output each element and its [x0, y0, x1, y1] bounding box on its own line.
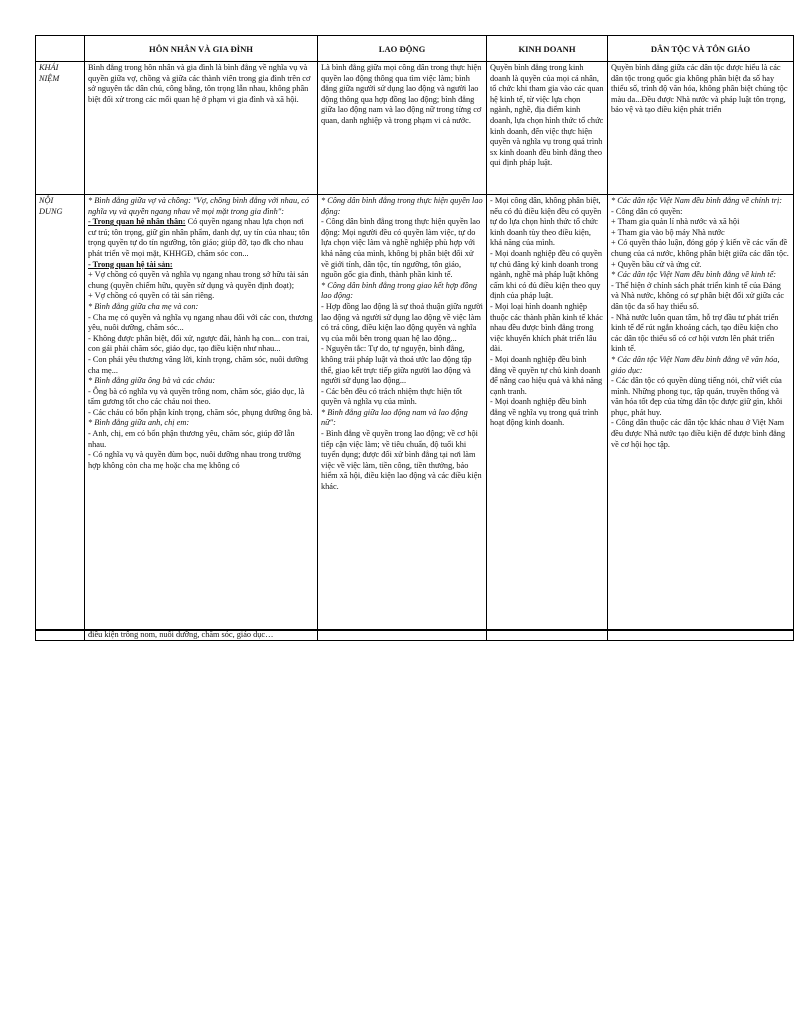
content-line	[88, 270, 314, 291]
continuation-empty-cell	[318, 630, 487, 641]
content-line	[611, 260, 790, 271]
content-line	[611, 418, 790, 450]
content-line-text: - Mọi doanh nghiệp đều bình đẳng về nghĩa vụ trong quá trình hoạt động kinh doanh.	[490, 397, 599, 428]
content-line	[321, 429, 483, 493]
content-line	[88, 408, 314, 419]
content-line-text: + Vợ chồng có quyền và nghĩa vụ ngang nhau trong sở hữu tài sản chung (quyền chiếm hữu, quyền sử dụng và quyền định đoạt);	[88, 270, 309, 290]
continuation-family-text: điều kiện trông nom, nuôi dưỡng, chăm sóc, giáo dục…	[85, 630, 318, 641]
header-labor: LAO ĐỘNG	[318, 36, 487, 62]
content-line-text: * Bình đẳng giữa vợ và chồng: "Vợ, chồng bình đẳng với nhau, có nghĩa vụ và quyền ngang nhau về mọi mặt trong gia đình":	[88, 196, 310, 216]
ethnic-definition: Quyền bình đẳng giữa các dân tộc được hiểu là các dân tộc trong quốc gia không phân biệt đa số hay thiểu số, trình độ văn hóa, không phân biệt chủng tộc màu da...Đều được Nhà nước và pháp luật tôn trọng, bảo vệ và tạo điều kiện phát triển	[608, 62, 794, 195]
content-line-text: - Cha mẹ có quyền và nghĩa vụ ngang nhau đối với các con, thương yêu, nuôi dưỡng, chăm sóc...	[88, 312, 313, 333]
row-header-content	[36, 195, 85, 631]
content-line-text: - Mọi doanh nghiệp đều có quyền tự chủ đăng ký kinh doanh trong ngành, nghề mà pháp luật không cấm khi có đủ điều kiện theo quy định của pháp luật.	[490, 248, 602, 301]
equality-table	[35, 35, 794, 631]
content-line	[88, 313, 314, 334]
content-line	[88, 334, 314, 355]
content-line-text: * Các dân tộc Việt Nam đều bình đẳng về văn hóa, giáo dục:	[611, 354, 780, 375]
content-line	[490, 249, 604, 302]
continuation-row	[36, 630, 794, 641]
content-line-text: * Các dân tộc Việt Nam đều bình đẳng về chính trị:	[611, 196, 783, 205]
content-line-text: - Trong quan hệ nhân thân:	[88, 217, 186, 227]
content-line-text: - Các dân tộc có quyền dùng tiếng nói, chữ viết của mình. Những phong tục, tập quán, truyền thống và văn hóa tốt đẹp của từng dân tộc được giữ gìn, khôi phục, phát huy.	[611, 376, 783, 417]
content-line	[611, 238, 790, 259]
content-line	[88, 429, 314, 450]
content-line	[611, 281, 790, 313]
content-line-text: - Có nghĩa vụ và quyền đùm bọc, nuôi dưỡng nhau trong trường hợp không còn cha mẹ hoặc cha mẹ không có	[88, 450, 301, 470]
content-line	[321, 408, 483, 429]
content-line-text: * Bình đẳng giữa anh, chị em:	[88, 418, 190, 428]
content-line	[611, 313, 790, 355]
content-line-text: - Anh, chị, em có bổn phận thương yêu, chăm sóc, giúp đỡ lẫn nhau.	[88, 429, 295, 449]
business-definition: Quyền bình đẳng trong kinh doanh là quyền của mọi cá nhân, tổ chức khi tham gia vào các quan hệ kinh tế, từ việc lựa chọn ngành, nghề, địa điểm kinh doanh, lựa chọn hình thức tổ chức kinh doanh, đến việc thực hiện quyền và nghĩa vụ trong quá trình sx kinh doanh đều bình đẳng theo qui định pháp luật.	[487, 62, 608, 195]
content-line	[88, 260, 314, 271]
content-line-text: - Nguyên tắc: Tự do, tự nguyện, bình đẳng, không trái pháp luật và thoả ước lao động tập thể, giao kết trực tiếp giữa người lao động và người sử dụng lao động...	[321, 344, 472, 386]
content-line-text: - Mọi doanh nghiệp đều bình đẳng về quyền tự chủ kinh doanh để nâng cao hiệu quả và khả năng cạnh tranh.	[490, 354, 603, 396]
content-line	[611, 196, 790, 207]
continuation-empty-cell	[487, 630, 608, 641]
content-line-rest: Có quyền ngang nhau lựa chọn nơi cư trú; tôn trọng, giữ gìn nhân phẩm, danh dự, uy tín của nhau; tôn trọng quyền tự do tín ngưỡng, tôn giáo; giúp đỡ, tạo đk cho nhau phát triển về mọi mặt, KHHGĐ, chăm sóc con...	[88, 217, 310, 258]
content-line-text: - Hợp đồng lao động là sự thoả thuận giữa người lao động và người sử dụng lao động về việc làm có trả công, điều kiện lao động quyền và nghĩa vụ của mỗi bên trong quan hệ lao động...	[321, 301, 483, 343]
content-line-text: - Công dân có quyền:	[611, 206, 683, 216]
content-line	[611, 270, 790, 281]
content-line-text: - Công dân thuộc các dân tộc khác nhau ở Việt Nam đều được Nhà nước tạo điều kiện để được bình đẳng về cơ hội học tập.	[611, 418, 786, 449]
content-line	[321, 281, 483, 302]
row-header-line: DUNG	[39, 206, 63, 216]
header-row	[36, 36, 794, 62]
content-line	[88, 387, 314, 408]
content-line	[490, 355, 604, 397]
content-line	[490, 397, 604, 429]
content-line-text: - Ông bà có nghĩa vụ và quyền trông nom, chăm sóc, giáo dục, là tấm gương tốt cho các cháu noi theo.	[88, 386, 305, 407]
content-line-text: + Tham gia quản lí nhà nước và xã hội	[611, 217, 740, 227]
content-line	[321, 344, 483, 386]
header-ethnic: DÂN TỘC VÀ TÔN GIÁO	[608, 36, 794, 62]
content-line-text: - Thể hiện ở chính sách phát triển kinh tế của Đảng và Nhà nước, không có sự phân biệt đối xử giữa các dân tộc đa số hay thiểu số.	[611, 280, 785, 311]
content-line	[321, 196, 483, 217]
content-line-text: - Con phải yêu thương vâng lời, kính trọng, chăm sóc, nuôi dưỡng cha mẹ...	[88, 354, 309, 375]
content-line-text: + Tham gia vào bộ máy Nhà nước	[611, 227, 725, 237]
content-line	[88, 217, 314, 259]
content-line	[611, 355, 790, 376]
header-business: KINH DOANH	[487, 36, 608, 62]
content-line-text: - Mọi công dân, không phân biệt, nếu có đủ điều kiện đều có quyền tự do lựa chọn hình thức tổ chức kinh doanh tùy theo điều kiện, khả năng của mình.	[490, 196, 602, 248]
content-line-text: - Công dân bình đẳng trong thực hiện quyền lao động: Mọi người đều có quyền làm việc, tự do lựa chọn việc làm và nghề nghiệp phù hợp với khả năng của mình, không bị phân biệt đối xử về giới tính, dân tộc, tín ngưỡng, tôn giáo, nguồn gốc gia đình, thành phần kinh tế.	[321, 217, 481, 280]
header-family: HÔN NHÂN VÀ GIA ĐÌNH	[85, 36, 318, 62]
content-line-text: - Các bên đều có trách nhiệm thực hiện tốt quyền và nghĩa vụ của mình.	[321, 386, 463, 407]
content-line-text: - Các cháu có bổn phận kính trọng, chăm sóc, phụng dưỡng ông bà.	[88, 407, 313, 417]
content-row	[36, 195, 794, 631]
labor-definition: Là bình đẳng giữa mọi công dân trong thực hiện quyền lao động thông qua tìm việc làm; bình đẳng giữa người sử dụng lao động và người lao động thông qua hợp đồng lao động; bình đẳng giữa lao động nam và lao động nữ trong từng cơ quan, danh nghiệp và trong phạm vi cả nước.	[318, 62, 487, 195]
content-line-text: * Các dân tộc Việt Nam đều bình đẳng về kinh tế:	[611, 270, 777, 280]
content-line-text: * Công dân bình đẳng trong giao kết hợp đồng lao động:	[321, 280, 477, 301]
business-content	[487, 195, 608, 631]
content-line	[321, 302, 483, 344]
content-line	[88, 196, 314, 217]
row-header-line: KHÁI	[39, 63, 59, 72]
continuation-table	[35, 629, 794, 641]
content-line	[611, 376, 790, 418]
content-line-text: - Bình đẳng về quyền trong lao động; về cơ hội tiếp cận việc làm; về tiêu chuẩn, độ tuổi khi tuyển dụng; được đối xử bình đẳng tại nơi làm việc về việc làm, tiền công, tiền thưởng, bảo hiểm xã hội, điều kiện lao động và các điều kiện khác.	[321, 429, 482, 492]
continuation-empty-cell	[608, 630, 794, 641]
family-content	[85, 195, 318, 631]
content-line-text: * Bình đẳng giữa ông bà và các cháu:	[88, 376, 216, 386]
content-line-text: * Bình đẳng giữa cha mẹ và con:	[88, 301, 199, 311]
row-header-definition	[36, 62, 85, 195]
continuation-empty-cell	[36, 630, 85, 641]
content-line	[321, 387, 483, 408]
content-line-text: + Vợ chồng có quyền có tài sản riêng.	[88, 291, 215, 301]
row-header-line: NIỆM	[39, 73, 60, 83]
content-line-text: * Bình đẳng giữa lao động nam và lao động nữ":	[321, 407, 468, 428]
content-line	[490, 302, 604, 355]
content-line	[611, 228, 790, 239]
content-line-text: + Có quyền thảo luận, đóng góp ý kiến về các vấn đề chung của cả nước, không phân biệt giữa các dân tộc.	[611, 238, 789, 258]
ethnic-content	[608, 195, 794, 631]
content-line	[321, 217, 483, 281]
content-line-text: - Mọi loại hình doanh nghiệp thuộc các thành phần kinh tế khác nhau đều được bình đẳng trong việc khuyến khích phát triển lâu dài.	[490, 301, 603, 354]
content-line	[88, 450, 314, 471]
definition-row	[36, 62, 794, 195]
content-line	[88, 302, 314, 313]
row-header-line: NỘI	[39, 196, 54, 205]
content-line	[88, 291, 314, 302]
content-line	[88, 376, 314, 387]
labor-content	[318, 195, 487, 631]
header-empty-cell	[36, 36, 85, 62]
content-line-text: + Quyền bầu cử và ứng cử.	[611, 259, 702, 269]
content-line	[88, 355, 314, 376]
content-line	[88, 418, 314, 429]
content-line-text: * Công dân bình đẳng trong thực hiện quyền lao động:	[321, 196, 483, 216]
content-line	[490, 196, 604, 249]
family-definition: Bình đẳng trong hôn nhân và gia đình là bình đẳng về nghĩa vụ và quyền giữa vợ, chồng và giữa các thành viên trong gia đình trên cơ sở nguyên tắc dân chủ, công bằng, tôn trọng lẫn nhau, không phân biệt đối xử trong các mối quan hệ ở phạm vi gia đình và xã hội.	[85, 62, 318, 195]
content-line	[611, 207, 790, 218]
content-line-text: - Không được phân biệt, đối xử, ngược đãi, hành hạ con... con trai, con gái phải chăm sóc, giáo dục, tạo điều kiện như nhau...	[88, 333, 310, 354]
content-line-text: - Trong quan hệ tài sản:	[88, 259, 173, 269]
content-line-text: - Nhà nước luôn quan tâm, hỗ trợ đầu tư phát triển kinh tế để rút ngắn khoảng cách, tạo điều kiện cho các dân tộc thiểu số có cơ hội vươn lên phát triển kinh tế.	[611, 312, 779, 354]
content-line	[611, 217, 790, 228]
